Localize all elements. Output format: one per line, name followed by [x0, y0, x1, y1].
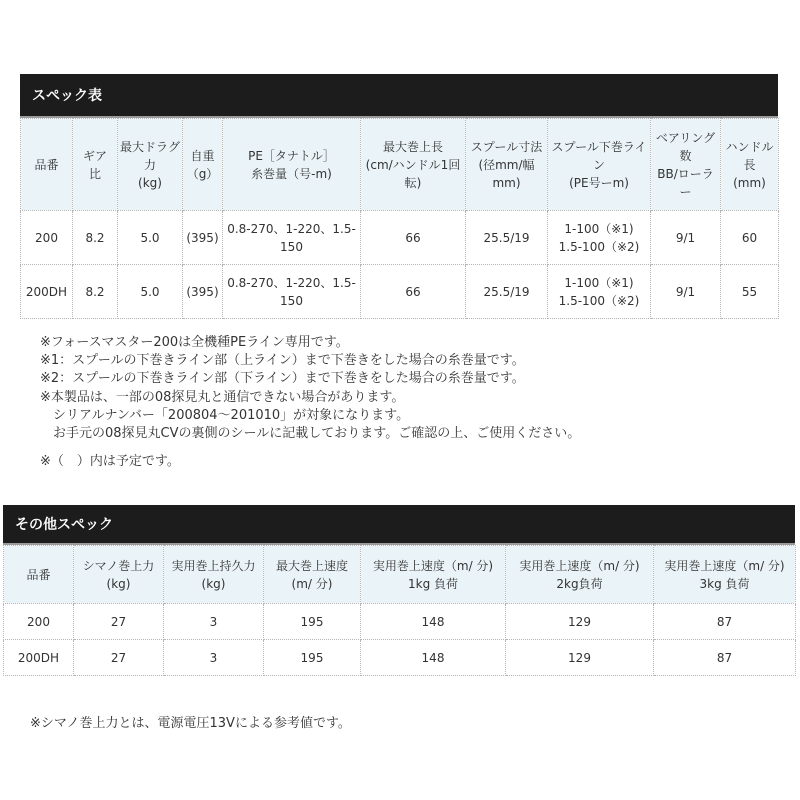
table-cell: 0.8-270、1-220、1.5-150 — [223, 265, 361, 319]
spec-header-cell: 最大巻上長 (cm/ハンドル1回 転) — [361, 119, 466, 211]
footnote: ※シマノ巻上力とは、電源電圧13Vによる参考値です。 — [30, 716, 351, 731]
spec-title-bar — [20, 74, 778, 118]
table-row — [21, 265, 779, 319]
other-header-cell: 実用巻上速度（m/ 分) 1kg 負荷 — [361, 546, 506, 604]
table-cell: 1-100（※1) 1.5-100（※2) — [548, 211, 651, 265]
table-cell: 60 — [721, 211, 779, 265]
table-cell: 148 — [361, 640, 506, 676]
table-cell: 9/1 — [651, 211, 721, 265]
note-schedule: ※（ ）内は予定です。 — [40, 454, 180, 470]
table-cell: 66 — [361, 265, 466, 319]
other-spec-section — [3, 505, 795, 676]
table-cell: 195 — [264, 604, 361, 640]
table-cell: 25.5/19 — [466, 265, 548, 319]
spec-header-cell: ベアリング 数 BB/ローラ ー — [651, 119, 721, 211]
table-cell: 55 — [721, 265, 779, 319]
spec-header-cell: PE［タナトル］ 糸巻量（号-m) — [223, 119, 361, 211]
other-header-row — [4, 546, 796, 604]
table-cell: 66 — [361, 211, 466, 265]
table-cell: 200DH — [4, 640, 74, 676]
note-line: ※本製品は、一部の08探見丸と通信できない場合があります。 — [40, 389, 405, 405]
table-cell: 8.2 — [73, 265, 118, 319]
spec-header-cell: スプール下巻ライ ン (PE号ーm) — [548, 119, 651, 211]
table-cell: 129 — [506, 640, 654, 676]
table-cell: 27 — [74, 640, 164, 676]
other-header-cell: 実用巻上持久力 (kg) — [164, 546, 264, 604]
table-cell: 148 — [361, 604, 506, 640]
table-cell: (395) — [183, 265, 223, 319]
spec-header-cell: ギア 比 — [73, 119, 118, 211]
note-line: ※1：スプールの下巻きライン部（上ライン）まで下巻きをした場合の糸巻量です。 — [40, 353, 525, 369]
note-line: ※2：スプールの下巻きライン部（下ライン）まで下巻きをした場合の糸巻量です。 — [40, 371, 525, 387]
spec-table — [20, 118, 779, 319]
other-spec-title: その他スペック — [15, 517, 113, 533]
table-cell: 25.5/19 — [466, 211, 548, 265]
spec-header-cell: 品番 — [21, 119, 73, 211]
spec-header-cell: スプール寸法 (径mm/幅 mm) — [466, 119, 548, 211]
table-cell: 87 — [654, 604, 796, 640]
table-row — [4, 604, 796, 640]
table-cell: 200 — [21, 211, 73, 265]
spec-notes — [40, 334, 580, 471]
other-spec-title-bar — [3, 505, 795, 545]
table-cell: 200DH — [21, 265, 73, 319]
spec-header-cell: 自重 （g） — [183, 119, 223, 211]
note-line: ※フォースマスター200は全機種PEライン専用です。 — [40, 335, 349, 350]
table-cell: 129 — [506, 604, 654, 640]
other-header-cell: 品番 — [4, 546, 74, 604]
table-cell: 87 — [654, 640, 796, 676]
table-cell: 0.8-270、1-220、1.5-150 — [223, 211, 361, 265]
table-cell: 27 — [74, 604, 164, 640]
other-header-cell: シマノ巻上力 (kg) — [74, 546, 164, 604]
spec-header-row — [21, 119, 779, 211]
spec-header-cell: ハンドル 長 (mm) — [721, 119, 779, 211]
table-row — [21, 211, 779, 265]
table-cell: 5.0 — [118, 211, 183, 265]
table-cell: (395) — [183, 211, 223, 265]
other-header-cell: 実用巻上速度（m/ 分) 3kg 負荷 — [654, 546, 796, 604]
spec-header-cell: 最大ドラグ 力 (kg) — [118, 119, 183, 211]
note-line: お手元の08探見丸CVの裏側のシールに記載しております。ご確認の上、ご使用ください。 — [40, 426, 581, 442]
note-line: シリアルナンバー「200804～201010」が対象になります。 — [40, 407, 410, 423]
other-header-cell: 最大巻上速度 (m/ 分) — [264, 546, 361, 604]
other-header-cell: 実用巻上速度（m/ 分) 2kg負荷 — [506, 546, 654, 604]
table-cell: 195 — [264, 640, 361, 676]
other-spec-table — [3, 545, 796, 676]
table-cell: 3 — [164, 604, 264, 640]
spec-section — [20, 74, 778, 319]
table-cell: 5.0 — [118, 265, 183, 319]
table-cell: 9/1 — [651, 265, 721, 319]
table-cell: 3 — [164, 640, 264, 676]
table-row — [4, 640, 796, 676]
table-cell: 8.2 — [73, 211, 118, 265]
spec-title: スペック表 — [32, 88, 102, 104]
table-cell: 200 — [4, 604, 74, 640]
table-cell: 1-100（※1) 1.5-100（※2) — [548, 265, 651, 319]
